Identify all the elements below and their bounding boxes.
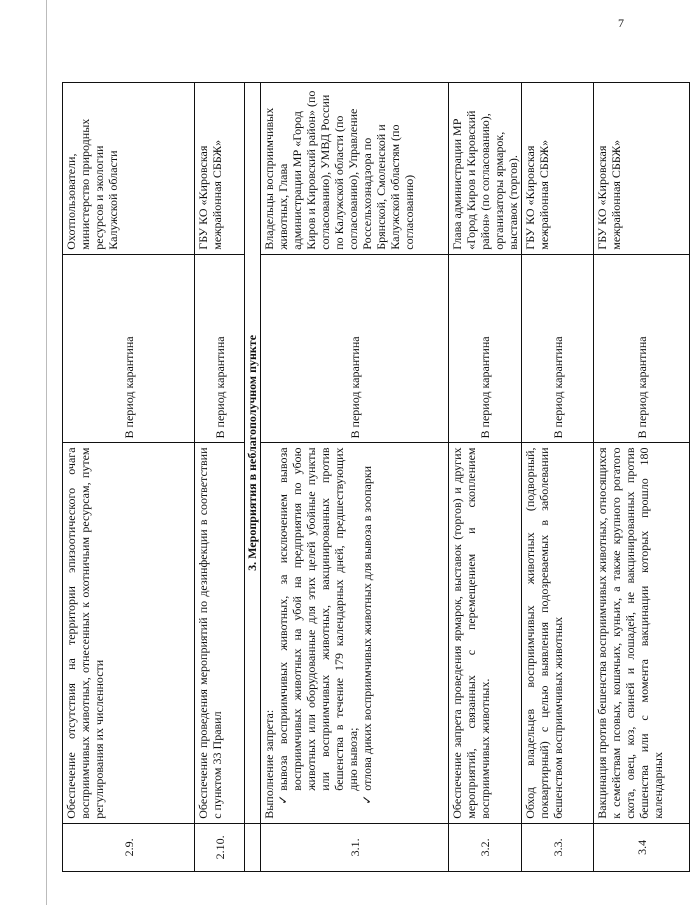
measure-description: Обход владельцев восприимчивых животных (подворный, поквартирный) с целью выявления подозреваемых в заболевании бешенством восприимчивых животных (522, 443, 594, 823)
prohibition-item-text: вывоза восприимчивых животных, за исключением вывоза восприимчивых животных на убой на предприятия по убою животных или оборудованные для этих целей убойные пункты или восприимчивых животных, вакцинированных против бешенства в течение 179 календарных дней, предшествующих дню вывоза; (276, 447, 360, 791)
measure-responsible: Охотпользователи, министерство природных ресурсов и экологии Калужской области (63, 83, 195, 255)
measure-term: В период карантина (261, 254, 449, 443)
measure-responsible: Глава администрации МР «Город Киров и Кировский район» (по согласованию), организаторы ярмарок, выставок (торгов). (449, 83, 522, 255)
measure-responsible: ГБУ КО «Кировская межрайонная СББЖ» (195, 83, 245, 255)
row-number: 3.3. (522, 823, 594, 871)
row-number: 3.1. (261, 823, 449, 871)
row-number: 2.10. (195, 823, 245, 871)
list-item (360, 447, 374, 818)
rotated-table-wrapper (62, 82, 665, 872)
prohibition-item-text: отлова диких восприимчивых животных для вывоза в зоопарки (360, 465, 374, 791)
list-item (276, 447, 360, 818)
checkmark-icon: ✓ (276, 794, 290, 805)
measure-description: Вакцинация против бешенства восприимчивых животных, относящихся к семействам псовых, кошачьих, куньих, а также крупного рогатого скота, овец, коз, свиней и лошадей, не вакцинированных против бешенства или с момента вакцинации которых прошло 180 календарных (594, 443, 690, 823)
measure-term: В период карантина (449, 254, 522, 443)
measure-term: В период карантина (63, 254, 195, 443)
row-number: 2.9. (63, 823, 195, 871)
table-row (449, 83, 522, 872)
page-number: 7 (618, 16, 624, 30)
row-number: 3.4 (594, 823, 690, 871)
measure-term: В период карантина (594, 254, 690, 443)
section-header-row (245, 83, 261, 872)
measures-table (62, 82, 690, 872)
measure-description: Обеспечение отсутствия на территории эпизоотического очага восприимчивых животных, отнесенных к охотничьим ресурсам, путем регулирования их численности (63, 443, 195, 823)
measure-term: В период карантина (522, 254, 594, 443)
measure-responsible: ГБУ КО «Кировская межрайонная СББЖ» (522, 83, 594, 255)
page-edge-line (46, 0, 47, 905)
row-number: 3.2. (449, 823, 522, 871)
table-row (195, 83, 245, 872)
measure-responsible: ГБУ КО «Кировская межрайонная СББЖ» (594, 83, 690, 255)
measure-responsible: Владельцы восприимчивых животных, Глава администрации МР «Город Киров и Кировский район» (по согласованию), УМВД России по Калужской области (по согласованию), Управление Россельхознадзора по Брянской, Смоленской и Калужской областям (по согласованию) (261, 83, 449, 255)
measure-description: Обеспечение запрета проведения ярмарок, выставок (торгов) и других мероприятий, связанных с перемещением и скоплением восприимчивых животных. (449, 443, 522, 823)
section-number-cell (245, 823, 261, 871)
measure-term: В период карантина (195, 254, 245, 443)
table-row (63, 83, 195, 872)
table-row (261, 83, 449, 872)
prohibition-intro: Выполнение запрета: (262, 709, 276, 819)
table-row (522, 83, 594, 872)
checkmark-icon: ✓ (360, 794, 374, 805)
measure-description: Обеспечение проведения мероприятий по дезинфекции в соответствии с пунктом 33 Правил (195, 443, 245, 823)
measure-description (261, 443, 449, 823)
section-title: 3. Мероприятия в неблагополучном пункте (245, 83, 261, 824)
table-row (594, 83, 690, 872)
